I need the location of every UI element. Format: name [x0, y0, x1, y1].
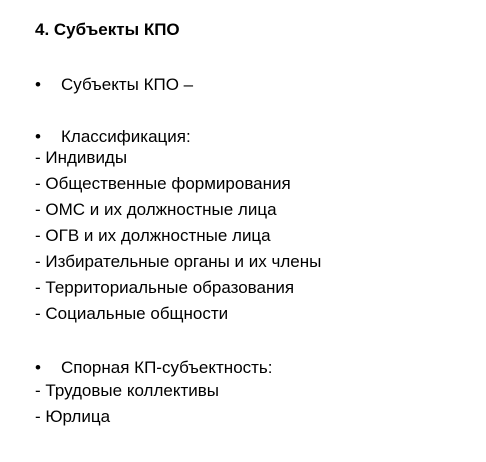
list-item: - Социальные общности [35, 304, 229, 323]
list-item: - Трудовые коллективы [35, 381, 219, 400]
list-item: - Территориальные образования [35, 278, 295, 297]
bullet-marker: • [35, 358, 41, 377]
list-item: - Избирательные органы и их члены [35, 252, 322, 271]
slide-title: 4. Субъекты КПО [35, 20, 180, 39]
list-item: - Индивиды [35, 148, 128, 167]
disputed-list [35, 378, 219, 430]
bullet-text: Спорная КП-субъектность: [61, 358, 273, 377]
list-item: - Общественные формирования [35, 174, 291, 193]
classification-list [35, 145, 321, 327]
bullet-text: Субъекты КПО – [61, 75, 194, 94]
bullet-marker: • [35, 127, 41, 146]
list-item: - ОМС и их должностные лица [35, 200, 277, 219]
bullet-marker: • [35, 75, 41, 94]
list-item: - Юрлица [35, 407, 111, 426]
bullet-text: Классификация: [61, 127, 191, 146]
bullet-disputed-subjectness [35, 357, 273, 379]
bullet-subjects [35, 74, 193, 96]
list-item: - ОГВ и их должностные лица [35, 226, 271, 245]
